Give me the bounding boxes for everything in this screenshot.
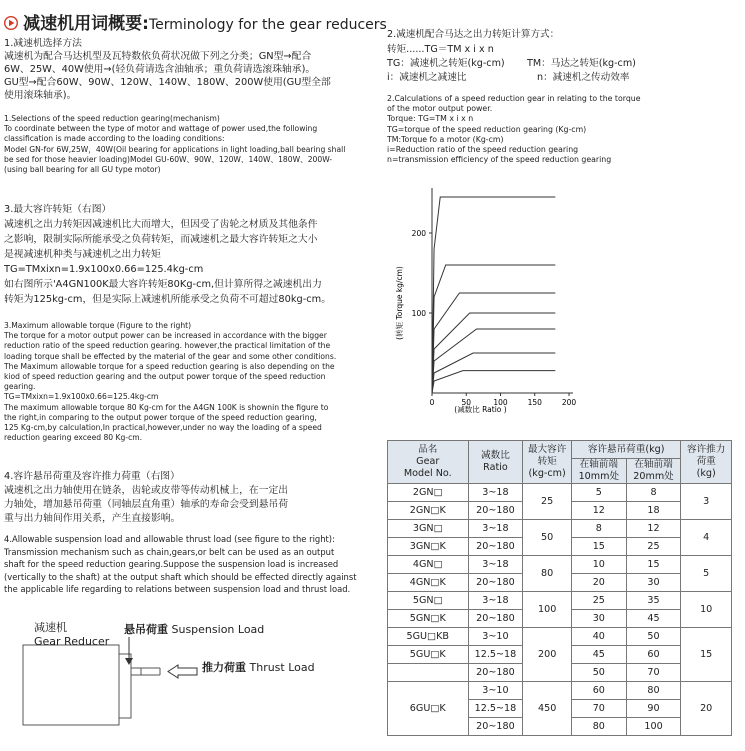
reducer-label-en: Gear Reducer [34, 635, 110, 648]
x-tick-label: 50 [461, 398, 472, 407]
cell-susp-10: 30 [571, 610, 626, 628]
x-tick-label: 0 [429, 398, 435, 407]
def-i: i：减速机之减速比 [387, 72, 467, 83]
reducer-label [34, 621, 109, 649]
col-model: 品名 Gear Model No. [388, 441, 469, 484]
cell-thrust: 4 [681, 520, 732, 556]
cell-thrust: 5 [681, 556, 732, 592]
def-row [387, 57, 636, 71]
cell-susp-20: 30 [626, 574, 681, 592]
cell-ratio: 3~10 [468, 682, 523, 700]
series-curve-7 [432, 371, 555, 393]
text-line: gearing. [4, 382, 36, 392]
cell-susp-10: 5 [571, 484, 626, 502]
header [4, 9, 387, 34]
text-line: The Maximum allowable torque for a speed reduction gearing is also depending on the [4, 361, 335, 371]
spec-table [387, 440, 732, 736]
thrust-label [202, 659, 315, 675]
series-curve-1 [432, 197, 555, 393]
cell-model: 5GU□K [388, 646, 469, 664]
cell-thrust: 20 [681, 682, 732, 736]
col-torque: 最大容许 转矩 (kg-cm) [523, 441, 572, 484]
text-line: reduction ratio of the speed reduction gearing. however,the practical limitation of the [4, 341, 331, 351]
cell-susp-10: 20 [571, 574, 626, 592]
y-tick-label: 100 [411, 309, 426, 318]
text-line: 3.Maximum allowable torque (Figure to the right) [4, 321, 192, 330]
section-1-en [4, 114, 345, 175]
cell-susp-20: 60 [626, 646, 681, 664]
text-line: 2.Calculations of a speed reduction gear in relating to the torque [387, 94, 641, 103]
cell-torque: 50 [523, 520, 572, 556]
text-line: GU型→配合60W、90W、120W、140W、180W、200W使用(GU型全部 [4, 77, 331, 88]
cell-susp-20: 90 [626, 700, 681, 718]
section-4-en [4, 533, 357, 596]
title-en: Terminology for the gear reducers [148, 17, 387, 33]
text-line: 如右图所示'A4GN100K最大容许转矩80Kg-cm,但计算所得之减速机出力 [4, 279, 322, 290]
cell-ratio: 12.5~18 [468, 646, 523, 664]
cell-model: 2GN□K [388, 502, 469, 520]
text-line: 6W、25W、40W使用→(轻负荷请选含油轴承；重负荷请选滚珠轴承)。 [4, 64, 316, 75]
suspension-label [124, 621, 264, 637]
text-line: TG=TMxixn=1.9x100x0.66=125.4kg-cm [4, 264, 204, 275]
cell-model: 2GN□ [388, 484, 469, 502]
series-curve-5 [432, 329, 555, 393]
table-row [388, 628, 732, 646]
col-susp-20: 在轴前端 20mm处 [626, 459, 681, 484]
def-tm: TM：马达之转矩(kg-cm) [527, 58, 636, 69]
title-cn: 减速机用词概要: [23, 14, 149, 34]
text-line: 重与出力轴间作用关系，产生直接影响。 [4, 513, 181, 524]
cell-susp-10: 60 [571, 682, 626, 700]
text-line: 使用滚珠轴承)。 [4, 90, 77, 101]
text-line: TG=torque of the speed reduction gearing (Kg-cm) [387, 124, 587, 134]
cell-model: 5GN□K [388, 610, 469, 628]
cell-torque: 25 [523, 484, 572, 520]
cell-ratio: 20~180 [468, 574, 523, 592]
text-line: reduction gearing exceed 80 Kg-cm. [4, 433, 143, 443]
thrust-arrow [168, 665, 197, 678]
section-4-cn [4, 470, 288, 526]
def-tg: TG：减速机之转矩(kg-cm) [387, 58, 505, 69]
cell-torque: 450 [523, 682, 572, 736]
col-ratio: 减数比 Ratio [468, 441, 523, 484]
cell-thrust: 3 [681, 484, 732, 520]
col-thrust: 容许推力 荷重 (kg) [681, 441, 732, 484]
y-axis-label: (转矩 Torque kg/cm) [395, 266, 404, 340]
text-line: 3.最大容许转矩（右图） [4, 204, 112, 215]
cell-ratio: 3~18 [468, 520, 523, 538]
cell-susp-10: 15 [571, 538, 626, 556]
text-line: 4.Allowable suspension load and allowable thrust load (see figure to the right): [4, 534, 335, 544]
x-tick-label: 200 [561, 398, 577, 407]
thrust-label-en: Thrust Load [249, 661, 315, 674]
text-line: 1.减速机选择方法 [4, 38, 82, 49]
text-line: 转矩为125kg-cm，但是实际上减速机所能承受之负荷不可超过80kg-cm。 [4, 294, 332, 305]
cell-susp-10: 50 [571, 664, 626, 682]
series-curve-3 [432, 293, 555, 393]
text-line: of the motor output power. [387, 104, 493, 114]
cell-susp-10: 10 [571, 556, 626, 574]
cell-susp-20: 8 [626, 484, 681, 502]
cell-susp-10: 25 [571, 592, 626, 610]
text-line: Transmission mechanism such as chain,gears,or belt can be used as an output [4, 546, 335, 557]
cell-ratio: 3~18 [468, 592, 523, 610]
cell-susp-20: 15 [626, 556, 681, 574]
text-line: classification is made according to the loading conditions: [4, 134, 225, 144]
text-line: Model GN-for 6W,25W，40W(Oil bearing for applications in light loading,ball bearing shall [4, 144, 346, 154]
text-line: 是视减速机种类与减速机之出力转矩 [4, 249, 161, 260]
def-n: n：减速机之传动效率 [537, 72, 630, 83]
reducer-label-cn: 减速机 [34, 621, 67, 634]
text-line: the applicable life regarding to relations between suspension load and thrust load. [4, 584, 351, 595]
cell-model: 6GU□K [388, 682, 469, 736]
text-line: kiod of speed reduction gearing and the output power torque of the speed reduction [4, 372, 326, 382]
cell-susp-10: 45 [571, 646, 626, 664]
cell-model: 3GN□K [388, 538, 469, 556]
def-row [387, 71, 636, 85]
cell-model: 5GN□ [388, 592, 469, 610]
section-3-en [4, 321, 336, 443]
cell-torque: 200 [523, 628, 572, 682]
torque-chart [380, 175, 600, 425]
text-line: loading torque shall be effected by the material of the gear and some other conditions. [4, 351, 337, 361]
cell-susp-20: 18 [626, 502, 681, 520]
cell-susp-10: 40 [571, 628, 626, 646]
cell-model: 3GN□ [388, 520, 469, 538]
text-line: shaft for the speed reduction gearing.Suppose the suspension load is increased [4, 559, 339, 570]
text-line: (vertically to the shaft) at the output shaft which should be effected directly against [4, 571, 357, 582]
table-row [388, 520, 732, 538]
cell-ratio: 20~180 [468, 610, 523, 628]
text-line: 125 Kg-cm,by calculation,In practical,however,under no way the loading of a speed [4, 423, 322, 433]
text-line: TM:Torque fo a motor (Kg-cm) [387, 134, 504, 144]
formula: 转矩......TG＝TM x i x n [387, 44, 494, 55]
text-line: The torque for a motor output power can be increased in accordance with the bigger [4, 331, 327, 341]
section-2-en [387, 94, 641, 165]
cell-ratio: 20~180 [468, 502, 523, 520]
text-line: 4.容许悬吊荷重及容许推力荷重（右图） [4, 471, 180, 482]
cell-ratio: 20~180 [468, 538, 523, 556]
cell-susp-20: 45 [626, 610, 681, 628]
col-suspension: 容许悬吊荷重(kg) [571, 441, 680, 459]
cell-susp-20: 35 [626, 592, 681, 610]
suspension-arrow [125, 637, 133, 665]
cell-model: 4GN□K [388, 574, 469, 592]
text-line: i=Reduction ratio of the speed reduction gearing [387, 145, 579, 155]
cell-model: 4GN□ [388, 556, 469, 574]
section-1-cn [4, 37, 331, 102]
text-line: 减速机之出力转矩因减速机比大而增大，但因受了齿轮之材质及其他条件 [4, 219, 318, 230]
cell-ratio: 20~180 [468, 718, 523, 736]
text-line: the right,in comparing to the output power torque of the speed reduction gearing, [4, 412, 317, 422]
x-tick-label: 100 [493, 398, 508, 407]
text-line: To coordinate between the type of motor and wattage of power used,the following [4, 124, 318, 134]
suspension-label-en: Suspension Load [171, 623, 265, 636]
table-row [388, 484, 732, 502]
text-line: The maximum allowable torque 80 Kg-cm for the A4GN 100K is shownin the figure to [4, 402, 329, 412]
suspension-label-cn: 悬吊荷重 [124, 623, 168, 636]
section-3-cn [4, 202, 331, 307]
cell-susp-20: 25 [626, 538, 681, 556]
table-row [388, 682, 732, 700]
cell-ratio: 3~18 [468, 556, 523, 574]
cell-susp-20: 12 [626, 520, 681, 538]
text-line: Torque: TG=TM x i x n [387, 114, 474, 124]
x-axis-label: (减数比 Ratio ) [454, 405, 507, 414]
text-line: 减速机之出力轴使用在链条，齿轮或皮带等传动机械上，在一定出 [4, 485, 289, 496]
section-2-cn [387, 28, 636, 85]
y-tick-label: 200 [411, 229, 426, 238]
cell-ratio: 3~10 [468, 628, 523, 646]
cell-susp-20: 70 [626, 664, 681, 682]
cell-ratio: 12.5~18 [468, 700, 523, 718]
text-line: 1.Selections of the speed reduction gearing(mechanism) [4, 114, 220, 123]
cell-thrust: 10 [681, 592, 732, 628]
cell-susp-10: 80 [571, 718, 626, 736]
table-row [388, 556, 732, 574]
cell-susp-10: 12 [571, 502, 626, 520]
text-line: be sed for those heavier loading)Model GU-60W、90W、120W、140W、180W、200W- [4, 154, 333, 164]
text-line: (using ball bearing for all GU type motor) [4, 165, 161, 175]
cell-susp-10: 70 [571, 700, 626, 718]
series-curve-6 [432, 353, 555, 393]
cell-model: 5GU□KB [388, 628, 469, 646]
cell-susp-20: 100 [626, 718, 681, 736]
col-susp-10: 在轴前端 10mm处 [571, 459, 626, 484]
text-line: n=transmission efficiency of the speed reduction gearing [387, 155, 612, 165]
x-tick-label: 150 [527, 398, 542, 407]
cell-susp-20: 50 [626, 628, 681, 646]
text-line: 之影响，限制实际所能承受之负荷转矩，而减速机之最大容许转矩之大小 [4, 234, 318, 245]
cell-susp-10: 8 [571, 520, 626, 538]
text-line: 减速机为配合马达机型及瓦特数依负荷状况做下列之分类；GN型→配合 [4, 51, 312, 62]
text-line: 2.减速机配合马达之出力转矩计算方式： [387, 29, 560, 40]
thrust-label-cn: 推力荷重 [202, 661, 246, 674]
cell-model [388, 664, 469, 682]
cell-ratio: 20~180 [468, 664, 523, 682]
cell-torque: 100 [523, 592, 572, 628]
cell-ratio: 3~18 [468, 484, 523, 502]
table-row [388, 592, 732, 610]
cell-thrust: 15 [681, 628, 732, 682]
text-line: 力轴处，增加悬吊荷重（同轴层直角重）轴承的寿命会受到悬吊荷 [4, 499, 289, 510]
cell-torque: 80 [523, 556, 572, 592]
play-icon [4, 16, 18, 30]
cell-susp-20: 80 [626, 682, 681, 700]
text-line: TG=TMxixn=1.9x100x0.66=125.4kg-cm [4, 392, 159, 402]
